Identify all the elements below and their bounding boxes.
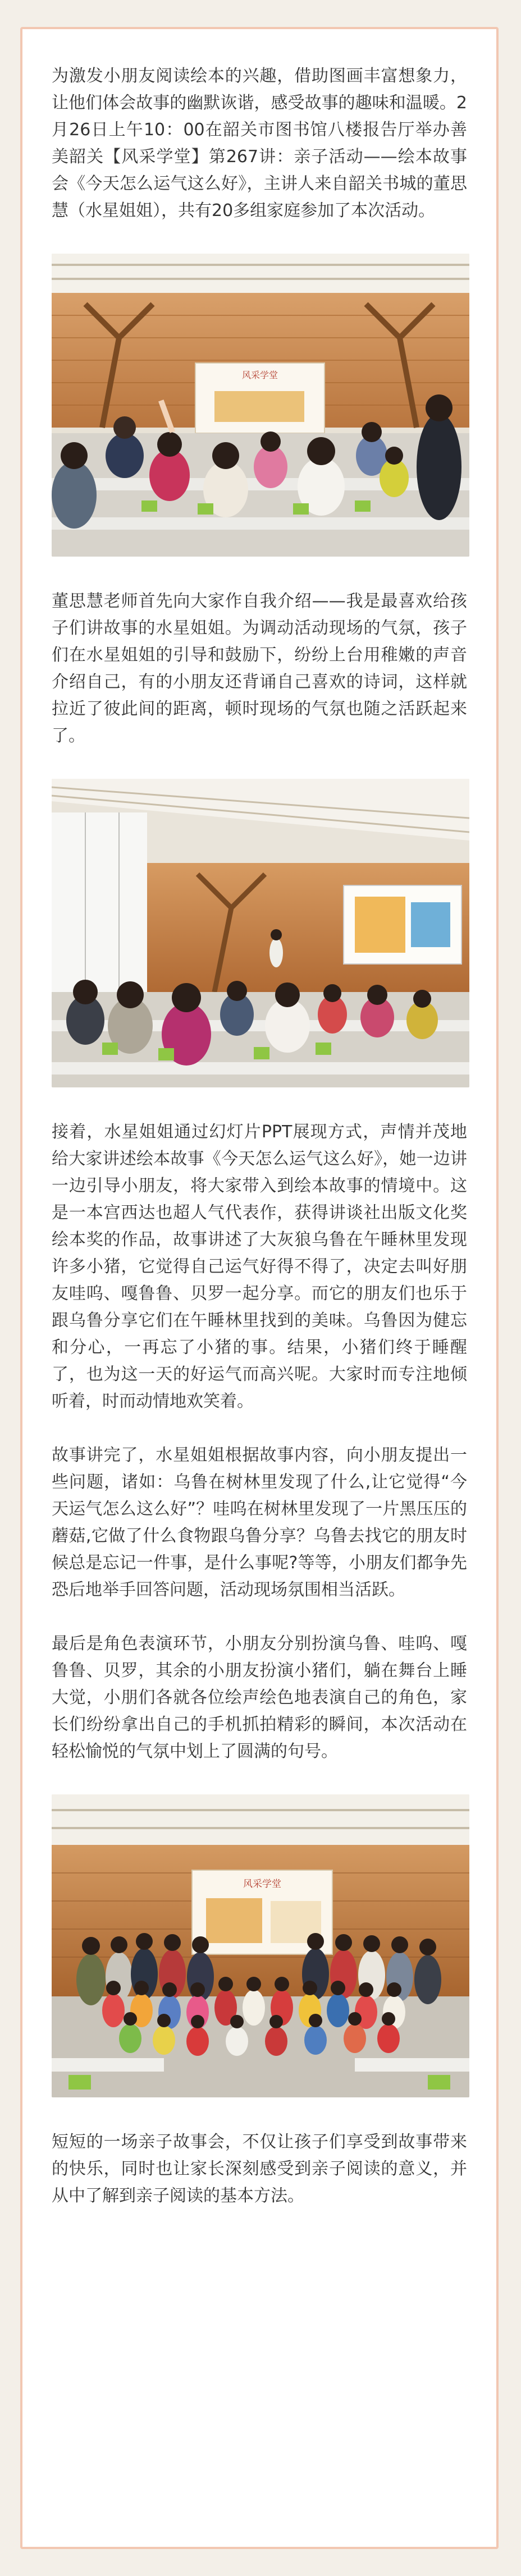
photo-3-screen-title: 风采学堂: [243, 1879, 281, 1890]
photo-audience-watching-ppt: [52, 779, 469, 1087]
paragraph-questions: 故事讲完了，水星姐姐根据故事内容，向小朋友提出一些问题，诸如：乌鲁在树林里发现了什么,让它觉得“今天运气怎么这么好”？哇呜在树林里发现了一片黑压压的蘑菇,它做了什么食物跟乌鲁分享？乌鲁去找它的朋友时候总是忘记一件事，是什么事呢?等等，小朋友们都争先恐后地举手回答问题，活动现场氛围相当活跃。: [52, 1445, 467, 1600]
spacer: [52, 1604, 467, 1631]
paragraph-storytelling: 接着，水星姐姐通过幻灯片PPT展现方式，声情并茂地给大家讲述绘本故事《今天怎么运气这么好》，她一边讲一边引导小朋友，将大家带入到绘本故事的情境中。这是一本宫西达也超人气代表作，获得讲谈社出版文化奖绘本奖的作品，故事讲述了大灰狼乌鲁在午睡林里发现许多小猪，它觉得自己运气好得不得了，决定去叫好朋友哇呜、嘎鲁鲁、贝罗一起分享。而它的朋友们也乐于跟乌鲁分享它们在午睡林里找到的美味。乌鲁因为健忘和分心，一再忘了小猪的事。结果，小猪们终于睡醒了，也为这一天的好运气而高兴呢。大家时而专注地倾听着，时而动情地欢笑着。: [52, 1122, 467, 1411]
paragraph-self-introduction: 董思慧老师首先向大家作自我介绍——我是最喜欢给孩子们讲故事的水星姐姐。为调动活动现场的气氛，孩子们在水星姐姐的引导和鼓励下，纷纷上台用稚嫩的声音介绍自己，有的小朋友还背诵自己喜欢的诗词，这样就拉近了彼此间的距离，顿时现场的气氛也随之活跃起来了。: [52, 591, 467, 746]
paragraph-intro: 为激发小朋友阅读绘本的兴趣，借助图画丰富想象力，让他们体会故事的幽默诙谐，感受故事的趣味和温暖。2月26日上午10：00在韶关市图书馆八楼报告厅举办善美韶关【风采学堂】第267讲：亲子活动——绘本故事会《今天怎么运气这么好》，主讲人来自韶关书城的董思慧（水星姐姐），共有20多组家庭参加了本次活动。: [52, 66, 467, 221]
photo-group-photo: [52, 1794, 469, 2097]
photo-audience-raising-hands: [52, 254, 469, 557]
paragraph-conclusion: 短短的一场亲子故事会，不仅让孩子们享受到故事带来的快乐，同时也让家长深刻感受到亲子阅读的意义，并从中了解到亲子阅读的基本方法。: [52, 2132, 467, 2206]
paragraph-role-play: 最后是角色表演环节，小朋友分别扮演乌鲁、哇呜、嘎鲁鲁、贝罗，其余的小朋友扮演小猪们，躺在舞台上睡大觉，小朋们各就各位绘声绘色地表演自己的角色，家长们纷纷拿出自己的手机抓拍精彩的瞬间，本次活动在轻松愉悦的气氛中划上了圆满的句号。: [52, 1634, 467, 1761]
photo-3-scene: [52, 1794, 469, 2097]
photo-1-screen-title: 风采学堂: [241, 370, 278, 380]
photo-1-scene: [52, 254, 469, 557]
article-body: [52, 63, 467, 2210]
photo-2-scene: [52, 779, 469, 1087]
article-card: [20, 27, 499, 2549]
spacer: [52, 1415, 467, 1442]
